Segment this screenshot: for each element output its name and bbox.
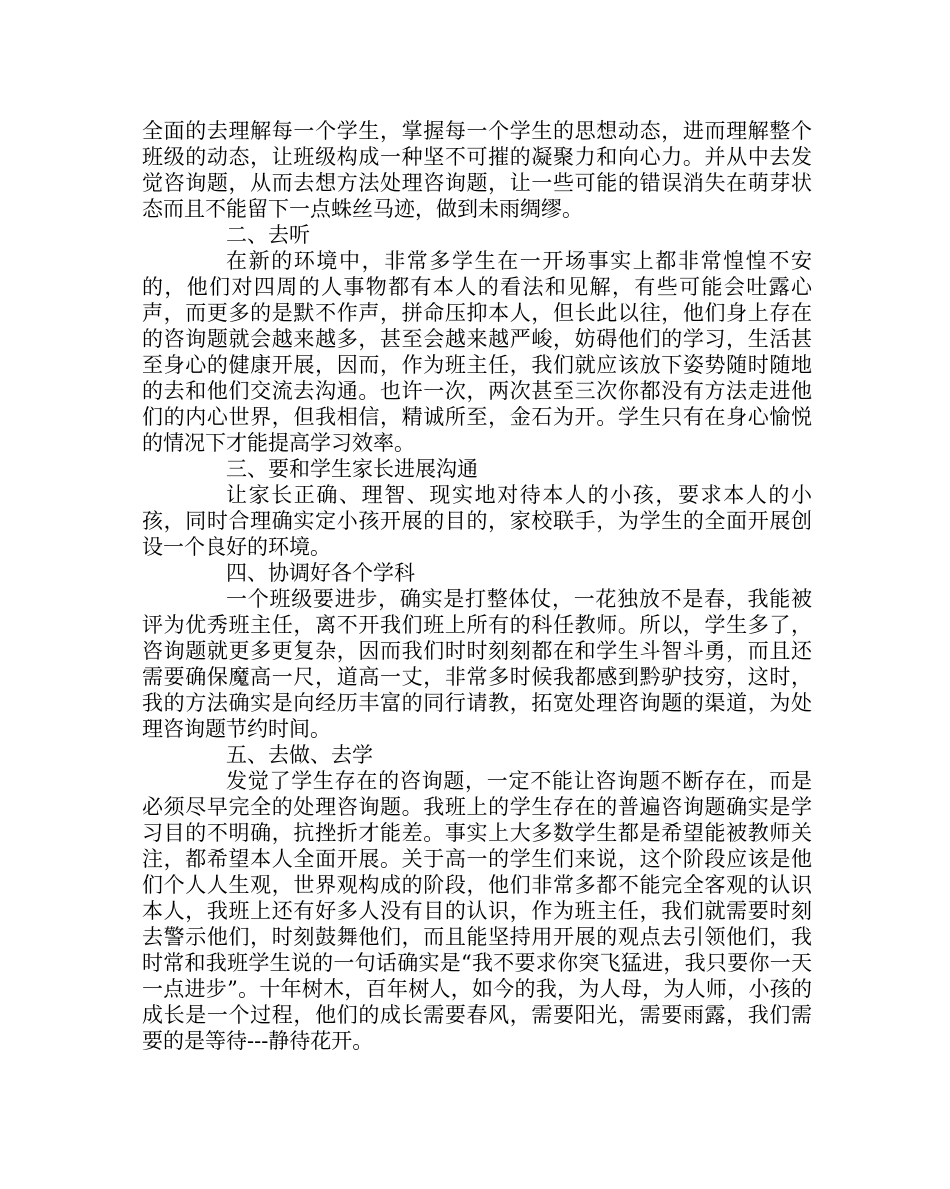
- section-heading-do-learn: 五、去做、去学: [226, 743, 373, 767]
- section-heading-subjects: 四、协调好各个学科: [226, 561, 415, 585]
- section-heading-parents: 三、要和学生家长进展沟通: [226, 457, 478, 481]
- section-heading-listen: 二、去听: [226, 223, 310, 247]
- paragraph-listen: 在新的环境中，非常多学生在一开场事实上都非常惶惶不安的，他们对四周的人事物都有本人的看法和见解，有些可能会吐露心声，而更多的是默不作声，拼命压抑本人，但长此以往，他们身上存在的咨询题就会越来越多，甚至会越来越严峻，妨碍他们的学习，生活甚至身心的健康开展，因而，作为班主任，我们就应该放下姿势随时随地的去和他们交流去沟通。也许一次，两次甚至三次你都没有方法走进他们的内心世界，但我相信，精诚所至，金石为开。学生只有在身心愉悦的情况下才能提高学习效率。: [142, 249, 812, 455]
- document-body: [142, 118, 812, 1054]
- paragraph-intro: 全面的去理解每一个学生，掌握每一个学生的思想动态，进而理解整个班级的动态，让班级构成一种坚不可摧的凝聚力和向心力。并从中去发觉咨询题，从而去想方法处理咨询题，让一些可能的错误消失在萌芽状态而且不能留下一点蛛丝马迹，做到未雨绸缪。: [142, 119, 812, 221]
- paragraph-do-learn: 发觉了学生存在的咨询题，一定不能让咨询题不断存在，而是必须尽早完全的处理咨询题。我班上的学生存在的普遍咨询题确实是学习目的不明确，抗挫折才能差。事实上大多数学生都是希望能被教师关注，都希望本人全面开展。关于高一的学生们来说，这个阶段应该是他们个人人生观，世界观构成的阶段，他们非常多都不能完全客观的认识本人，我班上还有好多人没有目的认识，作为班主任，我们就需要时刻去警示他们，时刻鼓舞他们，而且能坚持用开展的观点去引领他们，我时常和我班学生说的一句话确实是“我不要求你突飞猛进，我只要你一天一点进步”。十年树木，百年树人，如今的我，为人母，为人师，小孩的成长是一个过程，他们的成长需要春风，需要阳光，需要雨露，我们需要的是等待---静待花开。: [142, 769, 812, 1053]
- paragraph-subjects: 一个班级要进步，确实是打整体仗，一花独放不是春，我能被评为优秀班主任，离不开我们班上所有的科任教师。所以，学生多了，咨询题就更多更复杂，因而我们时时刻刻都在和学生斗智斗勇，而且还需要确保魔高一尺，道高一丈，非常多时候我都感到黔驴技穷，这时，我的方法确实是向经历丰富的同行请教，拓宽处理咨询题的渠道，为处理咨询题节约时间。: [142, 587, 812, 741]
- paragraph-parents: 让家长正确、理智、现实地对待本人的小孩，要求本人的小孩，同时合理确实定小孩开展的目的，家校联手，为学生的全面开展创设一个良好的环境。: [142, 483, 812, 559]
